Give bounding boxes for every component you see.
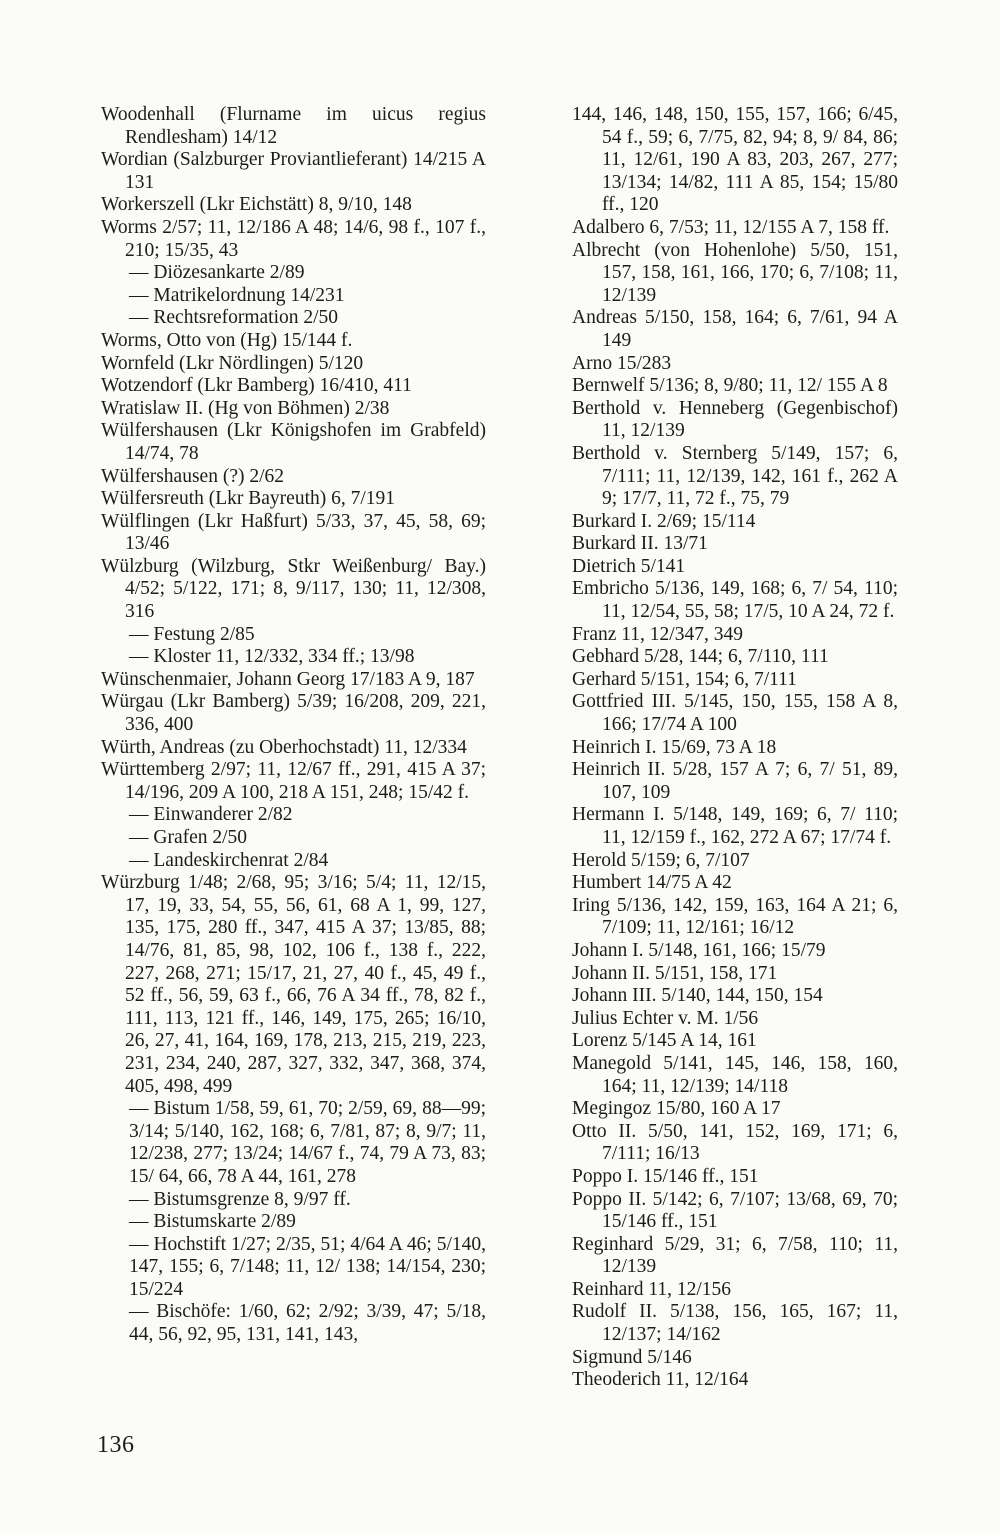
index-entry: Gebhard 5/28, 144; 6, 7/110, 111 — [572, 646, 829, 668]
index-entry: Albrecht (von Hohenlohe) 5/50, 151, 157, 158, 161, 166, 170; 6, 7/108; 11, 12/139 — [572, 239, 898, 306]
index-entry: Johann III. 5/140, 144, 150, 154 — [572, 985, 823, 1007]
index-entry: — Diözesankarte 2/89 — [129, 262, 305, 284]
index-entry: Embricho 5/136, 149, 168; 6, 7/ 54, 110; 11, 12/54, 55, 58; 17/5, 10 A 24, 72 f. — [572, 578, 898, 623]
index-entry: — Landeskirchenrat 2/84 — [129, 849, 329, 871]
index-entry: Poppo II. 5/142; 6, 7/107; 13/68, 69, 70; 15/146 ff., 151 — [572, 1188, 898, 1233]
index-entry: — Bischöfe: 1/60, 62; 2/92; 3/39, 47; 5/18, 44, 56, 92, 95, 131, 141, 143, — [129, 1301, 486, 1346]
index-entry: Dietrich 5/141 — [572, 555, 686, 577]
index-entry: Herold 5/159; 6, 7/107 — [572, 849, 750, 871]
index-entry: Würzburg 1/48; 2/68, 95; 3/16; 5/4; 11, 12/15, 17, 19, 33, 54, 55, 56, 61, 68 A 1, 99, 127, 135, 175, 280 ff., 347, 415 A 37; 13/85, 88; 14/76, 81, 85, 98, 102, 106 f., 138 f., 222, 227, 268, 271; 15/17, 21, 27, 40 f., 45, 49 f., 52 ff., 56, 59, 63 f., 66, 76 A 34 ff., 78, 82 f., 111, 113, 121 ff., 146, 149, 175, 265; 16/10, 26, 27, 41, 164, 169, 178, 213, 215, 219, 223, 231, 234, 240, 287, 327, 332, 347, 368, 374, 405, 498, 499 — [101, 872, 486, 1097]
index-entry: Worms, Otto von (Hg) 15/144 f. — [101, 329, 353, 351]
index-entry: Megingoz 15/80, 160 A 17 — [572, 1098, 781, 1120]
index-entry: Andreas 5/150, 158, 164; 6, 7/61, 94 A 149 — [572, 307, 898, 351]
index-entry: Heinrich II. 5/28, 157 A 7; 6, 7/ 51, 89, 107, 109 — [572, 759, 898, 803]
index-entry: Humbert 14/75 A 42 — [572, 872, 732, 894]
index-entry: Burkard I. 2/69; 15/114 — [572, 510, 756, 532]
index-entry: Worms 2/57; 11, 12/186 A 48; 14/6, 98 f., 107 f., 210; 15/35, 43 — [101, 216, 486, 261]
index-entry: Württemberg 2/97; 11, 12/67 ff., 291, 415 A 37; 14/196, 209 A 100, 218 A 151, 248; 15/42 f. — [101, 759, 486, 803]
index-entry: Wratislaw II. (Hg von Böhmen) 2/38 — [101, 397, 390, 419]
index-entry: Burkard II. 13/71 — [572, 533, 708, 555]
index-entry: Workerszell (Lkr Eichstätt) 8, 9/10, 148 — [101, 194, 412, 216]
index-entry: Lorenz 5/145 A 14, 161 — [572, 1030, 757, 1052]
index-entry: Berthold v. Sternberg 5/149, 157; 6, 7/111; 11, 12/139, 142, 161 f., 262 A 9; 17/7, 11, 72 f., 75, 79 — [572, 442, 898, 510]
index-entry: Würth, Andreas (zu Oberhochstadt) 11, 12/334 — [101, 736, 467, 758]
index-entry: Heinrich I. 15/69, 73 A 18 — [572, 736, 777, 758]
index-entry: Adalbero 6, 7/53; 11, 12/155 A 7, 158 ff. — [572, 216, 890, 238]
index-entry: Iring 5/136, 142, 159, 163, 164 A 21; 6, 7/109; 11, 12/161; 16/12 — [572, 894, 898, 939]
index-entry: Theoderich 11, 12/164 — [572, 1369, 749, 1391]
index-entry: Woodenhall (Flurname im uicus regius Rendlesham) 14/12 — [101, 104, 486, 148]
index-entry: Franz 11, 12/347, 349 — [572, 623, 743, 645]
index-entry: — Einwanderer 2/82 — [129, 804, 293, 826]
index-entry: Wordian (Salzburger Proviantlieferant) 14/215 A 131 — [101, 149, 486, 193]
index-entry: Julius Echter v. M. 1/56 — [572, 1007, 759, 1029]
index-entry: — Grafen 2/50 — [129, 827, 248, 848]
index-entry: Arno 15/283 — [572, 352, 672, 374]
index-entry: Wülfershausen (Lkr Königshofen im Grabfeld) 14/74, 78 — [101, 420, 486, 464]
index-entry: — Festung 2/85 — [129, 623, 255, 645]
index-entry: — Rechtsreformation 2/50 — [129, 307, 339, 329]
index-entry: Johann II. 5/151, 158, 171 — [572, 962, 778, 984]
index-entry: Johann I. 5/148, 161, 166; 15/79 — [572, 939, 826, 961]
index-entry: Wülflingen (Lkr Haßfurt) 5/33, 37, 45, 58, 69; 13/46 — [101, 510, 486, 555]
index-entry: — Bistumsgrenze 8, 9/97 ff. — [129, 1188, 351, 1210]
index-entry: Wülzburg (Wilzburg, Stkr Weißenburg/ Bay.) 4/52; 5/122, 171; 8, 9/117, 130; 11, 12/308, 316 — [101, 555, 486, 623]
index-entry: Gottfried III. 5/145, 150, 155, 158 A 8, 166; 17/74 A 100 — [572, 691, 898, 736]
index-entry: — Bistum 1/58, 59, 61, 70; 2/59, 69, 88—99; 3/14; 5/140, 162, 168; 6, 7/81, 87; 8, 9/7; 11, 12/238, 277; 13/24; 14/67 f., 74, 79 A 73, 83; 15/ 64, 66, 78 A 44, 161, 278 — [129, 1098, 486, 1187]
index-entry: Würgau (Lkr Bamberg) 5/39; 16/208, 209, 221, 336, 400 — [101, 691, 486, 736]
index-entry: — Bistumskarte 2/89 — [129, 1211, 296, 1233]
index-entry: Wornfeld (Lkr Nördlingen) 5/120 — [101, 352, 364, 374]
index-entry: Wülfersreuth (Lkr Bayreuth) 6, 7/191 — [101, 488, 396, 510]
index-entry: Berthold v. Henneberg (Gegenbischof) 11, 12/139 — [572, 397, 898, 442]
index-entry: — Kloster 11, 12/332, 334 ff.; 13/98 — [129, 646, 415, 668]
index-column-left — [101, 104, 486, 1347]
index-entry: Reinhard 11, 12/156 — [572, 1278, 732, 1300]
index-column-right — [572, 104, 898, 1392]
index-entry: — Hochstift 1/27; 2/35, 51; 4/64 A 46; 5/140, 147, 155; 6, 7/148; 11, 12/ 138; 14/154, 230; 15/224 — [129, 1233, 486, 1300]
index-entry: Wülfershausen (?) 2/62 — [101, 465, 285, 487]
index-entry: Manegold 5/141, 145, 146, 158, 160, 164; 11, 12/139; 14/118 — [572, 1052, 898, 1097]
index-entry: Hermann I. 5/148, 149, 169; 6, 7/ 110; 11, 12/159 f., 162, 272 A 67; 17/74 f. — [572, 804, 898, 848]
index-entry: Otto II. 5/50, 141, 152, 169, 171; 6, 7/111; 16/13 — [572, 1120, 898, 1165]
index-entry: Reginhard 5/29, 31; 6, 7/58, 110; 11, 12/139 — [572, 1233, 898, 1278]
index-entry: Wünschenmaier, Johann Georg 17/183 A 9, 187 — [101, 668, 475, 690]
index-entry: Bernwelf 5/136; 8, 9/80; 11, 12/ 155 A 8 — [572, 375, 888, 397]
index-entry: Sigmund 5/146 — [572, 1346, 692, 1368]
page-number: 136 — [97, 1432, 135, 1458]
index-entry: Gerhard 5/151, 154; 6, 7/111 — [572, 668, 797, 690]
index-entry: Poppo I. 15/146 ff., 151 — [572, 1165, 759, 1187]
index-entry: 144, 146, 148, 150, 155, 157, 166; 6/45, 54 f., 59; 6, 7/75, 82, 94; 8, 9/ 84, 86; 11, 12/61, 190 A 83, 203, 267, 277; 13/134; 14/82, 111 A 85, 154; 15/80 ff., 120 — [572, 104, 898, 216]
index-entry: — Matrikelordnung 14/231 — [129, 284, 345, 306]
index-entry: Wotzendorf (Lkr Bamberg) 16/410, 411 — [101, 375, 412, 397]
index-entry: Rudolf II. 5/138, 156, 165, 167; 11, 12/137; 14/162 — [572, 1301, 898, 1346]
